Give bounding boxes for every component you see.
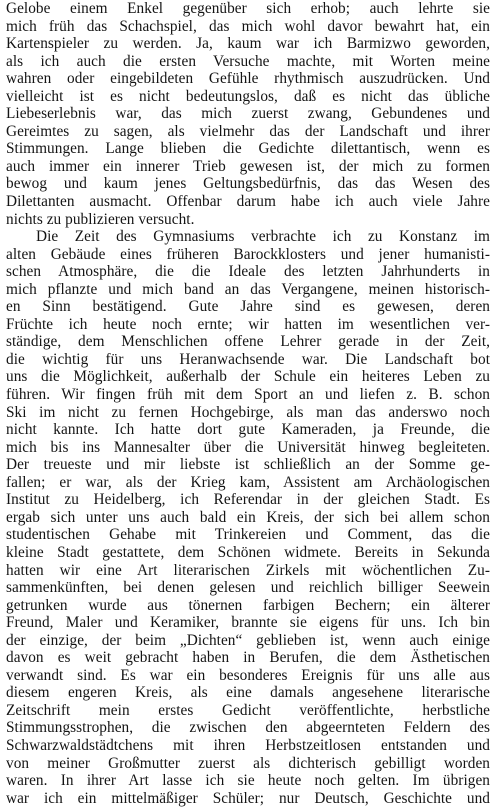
paragraph xyxy=(6,0,490,228)
text-line: mich pflanzte und mich band an das Vergangene, meinen historisch- xyxy=(6,280,490,298)
text-line: uns die Möglichkeit, außerhalb der Schule ein heiteres Leben zu xyxy=(6,368,490,386)
text-line: Freund, Maler und Keramiker, brannte sie eigens für uns. Ich bin xyxy=(6,614,490,632)
text-line: Gereimtes zu sagen, als vielmehr das der Landschaft und ihrer xyxy=(6,122,490,140)
text-line: führen. Wir fingen früh mit dem Sport an und liefen z. B. schon xyxy=(6,386,490,404)
paragraph xyxy=(6,228,490,807)
text-line: Der treueste und mir liebste ist schließlich an der Somme ge- xyxy=(6,456,490,474)
text-line: ergab sich unter uns auch bald ein Kreis, der sich bei allem schon xyxy=(6,508,490,526)
text-line: war ich ein mittelmäßiger Schüler; nur Deutsch, Geschichte und xyxy=(6,789,490,807)
text-line: studentischen Gehabe mit Trinkereien und Comment, das die xyxy=(6,526,490,544)
text-line: diesem engeren Kreis, als eine damals angesehene literarische xyxy=(6,684,490,702)
text-line: Gelobe einem Enkel gegenüber sich erhob; auch lehrte sie xyxy=(6,0,490,17)
text-line: mich früh das Schachspiel, das mich wohl davor bewahrt hat, ein xyxy=(6,17,490,35)
text-line: ständige, dem Menschlichen offene Lehrer gerade in der Zeit, xyxy=(6,333,490,351)
text-line: Institut zu Heidelberg, ich Referendar in der gleichen Stadt. Es xyxy=(6,491,490,509)
text-line: fallen; er war, als der Krieg kam, Assistent am Archäologischen xyxy=(6,473,490,491)
text-line: waren. In ihrer Art lasse ich sie heute noch gelten. Im übrigen xyxy=(6,772,490,790)
text-line: getrunken wurde aus tönernen farbigen Bechern; ein älterer xyxy=(6,596,490,614)
text-line: nichts zu publizieren versucht. xyxy=(6,210,195,228)
text-line: Dilettanten ausmacht. Offenbar darum habe ich auch viele Jahre xyxy=(6,193,490,211)
text-line: Ski im nicht zu fernen Hochgebirge, als man das anderswo noch xyxy=(6,403,490,421)
text-line: Kartenspieler zu werden. Ja, kaum war ich Barmizwo geworden, xyxy=(6,35,490,53)
text-line: alten Gebäude eines früheren Barockklosters und jener humanisti- xyxy=(6,245,490,263)
text-line: vielleicht ist es nicht bedeutungslos, daß es nicht das übliche xyxy=(6,87,490,105)
text-line: wahren oder eingebildeten Gefühle rhythmisch auszudrücken. Und xyxy=(6,70,490,88)
text-line: als ich auch die ersten Versuche machte, mit Worten meine xyxy=(6,52,490,70)
text-line: von meiner Großmutter zuerst als dichterisch gebilligt worden xyxy=(6,754,490,772)
text-line: bewog und kaum jenes Geltungsbedürfnis, das das Wesen des xyxy=(6,175,490,193)
text-line: Früchte ich heute noch ernte; wir hatten im wesentlichen ver- xyxy=(6,315,490,333)
text-line: davon es weit gebracht haben in Berufen, die dem Ästhetischen xyxy=(6,649,490,667)
text-line: Liebeserlebnis war, das mich zuerst zwang, Gebundenes und xyxy=(6,105,490,123)
text-line: Stimmungen. Lange blieben die Gedichte dilettantisch, wenn es xyxy=(6,140,490,158)
text-line: Die Zeit des Gymnasiums verbrachte ich zu Konstanz im xyxy=(36,228,490,246)
text-line: der einzige, der beim „Dichten“ geblieben ist, wenn auch einige xyxy=(6,631,490,649)
text-line: verwandt sind. Es war ein besonderes Ereignis für uns alle aus xyxy=(6,666,490,684)
text-line: sammenkünften, bei denen gelesen und reichlich billiger Seewein xyxy=(6,579,490,597)
text-line: Zeitschrift mein erstes Gedicht veröffentlichte, herbstliche xyxy=(6,701,490,719)
text-line: auch immer ein innerer Trieb gewesen ist, der mich zu formen xyxy=(6,157,490,175)
text-line: Stimmungsstrophen, die zwischen den abgeernteten Feldern des xyxy=(6,719,490,737)
text-line: nicht kannte. Ich hatte dort gute Kameraden, ja Freunde, die xyxy=(6,421,490,439)
text-line: kleine Stadt gestattete, dem Schönen widmete. Bereits in Sekunda xyxy=(6,543,490,561)
text-line: Schwarzwaldstädtchens mit ihren Herbstzeitlosen entstanden und xyxy=(6,736,490,754)
text-line: mich bis ins Mannesalter über die Universität hinweg begleiteten. xyxy=(6,438,490,456)
text-line: die wichtig für uns Heranwachsende war. Die Landschaft bot xyxy=(6,350,490,368)
text-line: schen Atmosphäre, die die Ideale des letzten Jahrhunderts in xyxy=(6,263,490,281)
text-line: hatten wir eine Art literarischen Zirkels mit wöchentlichen Zu- xyxy=(6,561,490,579)
text-line: en Sinn bestätigend. Gute Jahre sind es gewesen, deren xyxy=(6,298,490,316)
text-column xyxy=(6,0,490,807)
